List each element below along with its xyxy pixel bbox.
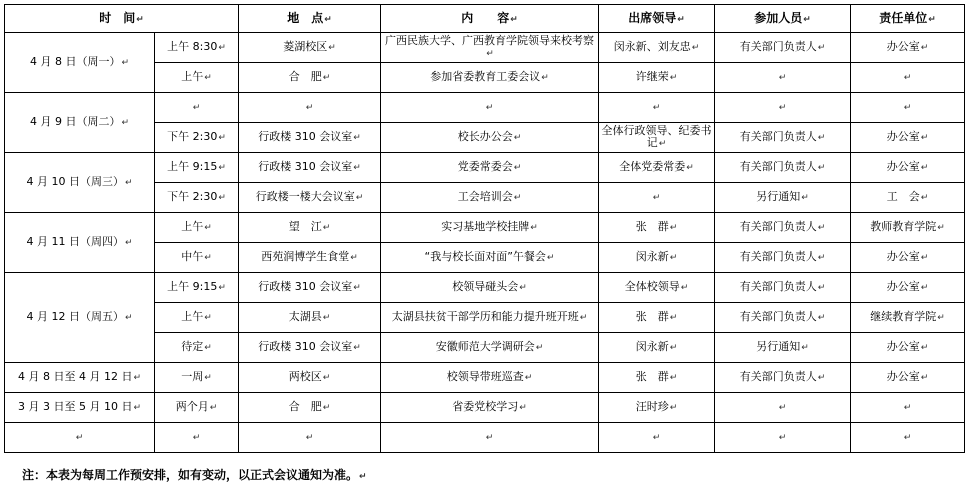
leader-cell-text: 张 群	[635, 370, 669, 383]
date-cell	[5, 153, 155, 213]
content-cell-text: 参加省委教育工委会议	[430, 70, 541, 83]
content-cell	[381, 123, 599, 153]
paragraph-mark: ↵	[652, 193, 661, 203]
paragraph-mark: ↵	[579, 313, 588, 323]
attendees-cell	[715, 423, 851, 453]
time-cell-text: 一周	[181, 370, 204, 383]
paragraph-mark: ↵	[513, 163, 522, 173]
attendees-cell	[715, 273, 851, 303]
time-cell	[155, 213, 239, 243]
schedule-row	[5, 423, 965, 453]
leader-cell-text: 全体校领导	[624, 280, 680, 293]
paragraph-mark: ↵	[75, 433, 84, 443]
leader-cell-text: 张 群	[635, 310, 669, 323]
content-cell-text: “我与校长面对面”午餐会	[424, 250, 546, 263]
unit-cell-text: 办公室	[886, 280, 920, 293]
paragraph-mark: ↵	[669, 253, 678, 263]
attendees-cell	[715, 33, 851, 63]
time-cell-text: 上午	[181, 310, 204, 323]
paragraph-mark: ↵	[817, 43, 826, 53]
attendees-cell	[715, 303, 851, 333]
place-cell	[239, 33, 381, 63]
paragraph-mark: ↵	[817, 283, 826, 293]
leader-cell-text: 闵永新、刘友忠	[613, 40, 691, 53]
content-cell-text: 校领导带班巡查	[446, 370, 524, 383]
paragraph-mark: ↵	[204, 223, 212, 233]
place-cell-text: 菱湖校区	[283, 40, 328, 53]
time-cell-text: 上午 8:30	[167, 40, 218, 53]
header-attendees: 参加人员↵	[715, 5, 851, 33]
weekly-schedule-table	[4, 4, 965, 453]
paragraph-mark: ↵	[322, 73, 331, 83]
time-cell	[155, 183, 239, 213]
place-cell	[239, 93, 381, 123]
content-cell-text: 实习基地学校挂牌	[441, 220, 530, 233]
paragraph-mark: ↵	[669, 343, 678, 353]
paragraph-mark: ↵	[204, 373, 212, 383]
time-cell-text: 两个月	[175, 400, 209, 413]
date-cell	[5, 93, 155, 153]
paragraph-mark: ↵	[353, 283, 361, 293]
place-cell	[239, 153, 381, 183]
paragraph-mark: ↵	[133, 403, 141, 413]
leader-cell-text: 全体党委常委	[619, 160, 686, 173]
paragraph-mark: ↵	[669, 73, 678, 83]
leader-cell	[599, 123, 715, 153]
paragraph-mark: ↵	[322, 313, 331, 323]
leader-cell	[599, 363, 715, 393]
paragraph-mark: ↵	[778, 73, 787, 83]
time-cell-text: 中午	[181, 250, 204, 263]
attendees-cell-text: 有关部门负责人	[739, 280, 817, 293]
place-cell	[239, 333, 381, 363]
date-cell	[5, 213, 155, 273]
place-cell	[239, 273, 381, 303]
paragraph-mark: ↵	[778, 433, 787, 443]
time-cell	[155, 63, 239, 93]
attendees-cell-text: 有关部门负责人	[739, 370, 817, 383]
content-cell	[381, 333, 599, 363]
paragraph-mark: ↵	[121, 58, 130, 68]
unit-cell	[851, 153, 965, 183]
leader-cell	[599, 333, 715, 363]
header-leader: 出席领导↵	[599, 5, 715, 33]
leader-cell	[599, 393, 715, 423]
header-unit: 责任单位↵	[851, 5, 965, 33]
content-cell	[381, 33, 599, 63]
schedule-body	[5, 5, 965, 453]
attendees-cell-text: 有关部门负责人	[739, 310, 817, 323]
paragraph-mark: ↵	[204, 343, 212, 353]
attendees-cell	[715, 363, 851, 393]
date-cell	[5, 423, 155, 453]
paragraph-mark: ↵	[817, 223, 826, 233]
paragraph-mark: ↵	[920, 193, 929, 203]
paragraph-mark: ↵	[218, 283, 226, 293]
paragraph-mark: ↵	[204, 313, 212, 323]
paragraph-mark: ↵	[192, 103, 201, 113]
paragraph-mark: ↵	[903, 73, 912, 83]
place-cell	[239, 213, 381, 243]
paragraph-mark: ↵	[121, 118, 130, 128]
time-cell-text: 下午 2:30	[167, 130, 218, 143]
place-cell	[239, 63, 381, 93]
unit-cell-text: 办公室	[886, 370, 920, 383]
place-cell	[239, 423, 381, 453]
content-cell-text: 校领导碰头会	[452, 280, 519, 293]
time-cell-text: 上午 9:15	[167, 160, 218, 173]
date-cell	[5, 393, 155, 423]
paragraph-mark: ↵	[486, 49, 494, 59]
paragraph-mark: ↵	[530, 223, 538, 233]
time-cell	[155, 273, 239, 303]
unit-cell-text: 办公室	[886, 40, 920, 53]
date-cell-text: 4 月 11 日（周四）	[26, 235, 124, 248]
place-cell-text: 太湖县	[288, 310, 322, 323]
paragraph-mark: ↵	[937, 223, 945, 233]
paragraph-mark: ↵	[322, 373, 331, 383]
paragraph-mark: ↵	[524, 373, 533, 383]
leader-cell	[599, 303, 715, 333]
place-cell-text: 行政楼 310 会议室	[258, 280, 353, 293]
unit-cell	[851, 423, 965, 453]
leader-cell	[599, 213, 715, 243]
leader-cell	[599, 273, 715, 303]
content-cell	[381, 273, 599, 303]
header-place: 地 点↵	[239, 5, 381, 33]
schedule-row	[5, 363, 965, 393]
time-cell	[155, 363, 239, 393]
date-cell-text: 4 月 8 日至 4 月 12 日	[17, 370, 133, 383]
time-cell	[155, 243, 239, 273]
leader-cell	[599, 63, 715, 93]
paragraph-mark: ↵	[133, 373, 141, 383]
place-cell	[239, 243, 381, 273]
unit-cell	[851, 333, 965, 363]
paragraph-mark: ↵	[305, 433, 314, 443]
schedule-row	[5, 393, 965, 423]
time-cell	[155, 93, 239, 123]
time-cell	[155, 423, 239, 453]
paragraph-mark: ↵	[801, 193, 809, 203]
paragraph-mark: ↵	[920, 163, 929, 173]
paragraph-mark: ↵	[541, 73, 549, 83]
paragraph-mark: ↵	[353, 163, 361, 173]
content-cell-text: 工会培训会	[457, 190, 513, 203]
paragraph-mark: ↵	[778, 403, 787, 413]
attendees-cell	[715, 183, 851, 213]
paragraph-mark: ↵	[350, 253, 358, 263]
paragraph-mark: ↵	[817, 253, 826, 263]
unit-cell	[851, 393, 965, 423]
footnote: 注：本表为每周工作预安排，如有变动，以正式会议通知为准。↵	[22, 468, 367, 482]
content-cell	[381, 423, 599, 453]
time-cell-text: 上午	[181, 220, 204, 233]
paragraph-mark: ↵	[817, 133, 826, 143]
attendees-cell	[715, 123, 851, 153]
paragraph-mark: ↵	[124, 313, 133, 323]
date-cell-text: 4 月 8 日（周一）	[29, 55, 121, 68]
paragraph-mark: ↵	[519, 283, 527, 293]
date-cell	[5, 273, 155, 363]
paragraph-mark: ↵	[305, 103, 314, 113]
place-cell	[239, 123, 381, 153]
content-cell	[381, 243, 599, 273]
leader-cell-text: 闵永新	[635, 250, 669, 263]
attendees-cell	[715, 213, 851, 243]
time-cell-text: 待定	[181, 340, 204, 353]
paragraph-mark: ↵	[322, 403, 331, 413]
paragraph-mark: ↵	[204, 73, 212, 83]
paragraph-mark: ↵	[669, 403, 678, 413]
paragraph-mark: ↵	[535, 343, 544, 353]
paragraph-mark: ↵	[546, 253, 555, 263]
content-cell	[381, 63, 599, 93]
paragraph-mark: ↵	[322, 223, 331, 233]
paragraph-mark: ↵	[124, 178, 133, 188]
paragraph-mark: ↵	[903, 103, 912, 113]
paragraph-mark: ↵	[355, 193, 364, 203]
time-cell	[155, 123, 239, 153]
leader-cell-text: 许继荣	[635, 70, 669, 83]
unit-cell	[851, 363, 965, 393]
leader-cell	[599, 183, 715, 213]
paragraph-mark: ↵	[513, 193, 522, 203]
place-cell-text: 西苑润博学生食堂	[261, 250, 350, 263]
content-cell-text: 党委常委会	[457, 160, 513, 173]
header-row	[5, 5, 965, 33]
place-cell	[239, 363, 381, 393]
content-cell	[381, 213, 599, 243]
paragraph-mark: ↵	[817, 163, 826, 173]
unit-cell	[851, 183, 965, 213]
attendees-cell-text: 另行通知	[756, 340, 801, 353]
paragraph-mark: ↵	[669, 313, 678, 323]
place-cell-text: 两校区	[288, 370, 322, 383]
content-cell	[381, 393, 599, 423]
date-cell-text: 3 月 3 日至 5 月 10 日	[17, 400, 133, 413]
paragraph-mark: ↵	[903, 403, 912, 413]
paragraph-mark: ↵	[920, 283, 929, 293]
leader-cell-text: 全体行政领导、纪委书记	[601, 124, 712, 149]
time-cell-text: 下午 2:30	[167, 190, 218, 203]
unit-cell-text: 教师教育学院	[870, 220, 937, 233]
paragraph-mark: ↵	[903, 433, 912, 443]
place-cell	[239, 303, 381, 333]
paragraph-mark: ↵	[513, 133, 522, 143]
schedule-row	[5, 153, 965, 183]
attendees-cell-text: 另行通知	[756, 190, 801, 203]
paragraph-mark: ↵	[920, 373, 929, 383]
paragraph-mark: ↵	[920, 253, 929, 263]
schedule-row	[5, 213, 965, 243]
paragraph-mark: ↵	[218, 163, 226, 173]
attendees-cell-text: 有关部门负责人	[739, 160, 817, 173]
paragraph-mark: ↵	[485, 433, 494, 443]
content-cell-text: 校长办公会	[457, 130, 513, 143]
paragraph-mark: ↵	[920, 343, 929, 353]
attendees-cell-text: 有关部门负责人	[739, 130, 817, 143]
paragraph-mark: ↵	[204, 253, 212, 263]
paragraph-mark: ↵	[218, 133, 226, 143]
content-cell-text: 广西民族大学、广西教育学院领导来校考察	[385, 34, 594, 47]
leader-cell-text: 汪时珍	[635, 400, 669, 413]
place-cell	[239, 183, 381, 213]
date-cell-text: 4 月 12 日（周五）	[26, 310, 124, 323]
paragraph-mark: ↵	[519, 403, 527, 413]
leader-cell	[599, 243, 715, 273]
paragraph-mark: ↵	[218, 43, 226, 53]
unit-cell	[851, 33, 965, 63]
paragraph-mark: ↵	[920, 133, 929, 143]
schedule-row	[5, 273, 965, 303]
unit-cell	[851, 273, 965, 303]
leader-cell	[599, 93, 715, 123]
unit-cell-text: 办公室	[886, 340, 920, 353]
schedule-row	[5, 93, 965, 123]
place-cell-text: 行政楼 310 会议室	[258, 160, 353, 173]
unit-cell-text: 办公室	[886, 130, 920, 143]
paragraph-mark: ↵	[124, 238, 133, 248]
paragraph-mark: ↵	[817, 313, 826, 323]
attendees-cell	[715, 93, 851, 123]
paragraph-mark: ↵	[328, 43, 336, 53]
place-cell-text: 望 江	[288, 220, 322, 233]
place-cell-text: 合 肥	[288, 400, 322, 413]
unit-cell-text: 继续教育学院	[870, 310, 937, 323]
paragraph-mark: ↵	[218, 193, 226, 203]
leader-cell	[599, 33, 715, 63]
paragraph-mark: ↵	[669, 373, 678, 383]
leader-cell	[599, 153, 715, 183]
attendees-cell	[715, 243, 851, 273]
paragraph-mark: ↵	[658, 139, 667, 149]
unit-cell	[851, 303, 965, 333]
schedule-row	[5, 33, 965, 63]
paragraph-mark: ↵	[778, 103, 787, 113]
paragraph-mark: ↵	[669, 223, 678, 233]
date-cell	[5, 33, 155, 93]
paragraph-mark: ↵	[652, 103, 661, 113]
time-cell	[155, 303, 239, 333]
content-cell	[381, 93, 599, 123]
paragraph-mark: ↵	[801, 343, 809, 353]
unit-cell-text: 办公室	[886, 160, 920, 173]
place-cell	[239, 393, 381, 423]
leader-cell-text: 闵永新	[635, 340, 669, 353]
paragraph-mark: ↵	[652, 433, 661, 443]
paragraph-mark: ↵	[353, 343, 361, 353]
paragraph-mark: ↵	[192, 433, 201, 443]
leader-cell-text: 张 群	[635, 220, 669, 233]
paragraph-mark: ↵	[937, 313, 945, 323]
attendees-cell-text: 有关部门负责人	[739, 250, 817, 263]
place-cell-text: 行政楼 310 会议室	[258, 130, 353, 143]
paragraph-mark: ↵	[209, 403, 218, 413]
unit-cell	[851, 243, 965, 273]
time-cell	[155, 33, 239, 63]
date-cell-text: 4 月 9 日（周二）	[29, 115, 121, 128]
content-cell	[381, 153, 599, 183]
paragraph-mark: ↵	[485, 103, 494, 113]
place-cell-text: 行政楼 310 会议室	[258, 340, 353, 353]
header-content: 内 容↵	[381, 5, 599, 33]
paragraph-mark: ↵	[686, 163, 694, 173]
unit-cell-text: 办公室	[886, 250, 920, 263]
attendees-cell	[715, 333, 851, 363]
content-cell-text: 省委党校学习	[452, 400, 519, 413]
leader-cell	[599, 423, 715, 453]
place-cell-text: 行政楼一楼大会议室	[255, 190, 355, 203]
time-cell-text: 上午 9:15	[167, 280, 218, 293]
attendees-cell	[715, 393, 851, 423]
paragraph-mark: ↵	[920, 43, 929, 53]
date-cell-text: 4 月 10 日（周三）	[26, 175, 124, 188]
content-cell	[381, 183, 599, 213]
unit-cell	[851, 63, 965, 93]
content-cell-text: 安徽师范大学调研会	[435, 340, 535, 353]
paragraph-mark: ↵	[691, 43, 700, 53]
time-cell	[155, 393, 239, 423]
paragraph-mark: ↵	[680, 283, 689, 293]
attendees-cell-text: 有关部门负责人	[739, 220, 817, 233]
content-cell	[381, 303, 599, 333]
header-time: 时 间↵	[5, 5, 239, 33]
paragraph-mark: ↵	[353, 133, 361, 143]
attendees-cell	[715, 63, 851, 93]
paragraph-mark: ↵	[817, 373, 826, 383]
time-cell	[155, 153, 239, 183]
content-cell	[381, 363, 599, 393]
unit-cell-text: 工 会	[886, 190, 920, 203]
date-cell	[5, 363, 155, 393]
unit-cell	[851, 93, 965, 123]
time-cell	[155, 333, 239, 363]
time-cell-text: 上午	[181, 70, 204, 83]
place-cell-text: 合 肥	[288, 70, 322, 83]
content-cell-text: 太湖县扶贫干部学历和能力提升班开班	[391, 310, 579, 323]
unit-cell	[851, 123, 965, 153]
attendees-cell-text: 有关部门负责人	[739, 40, 817, 53]
unit-cell	[851, 213, 965, 243]
attendees-cell	[715, 153, 851, 183]
